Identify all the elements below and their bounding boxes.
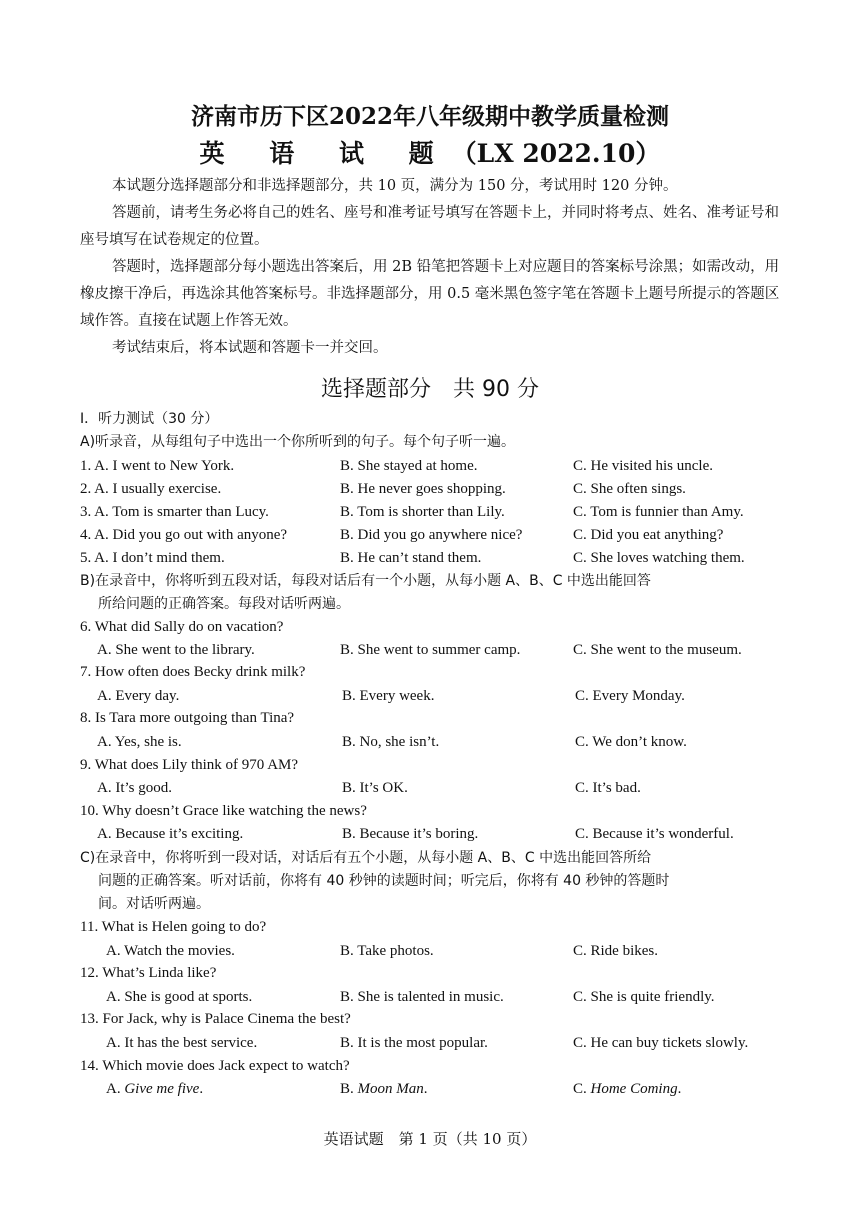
q11-option-b: B. Take photos. xyxy=(340,943,434,959)
q7-option-b: B. Every week. xyxy=(342,688,435,704)
question-11: 11. What is Helen going to do? xyxy=(80,919,267,935)
q14-option-a-period: . xyxy=(199,1081,204,1097)
question-14: 14. Which movie does Jack expect to watch? xyxy=(80,1058,350,1074)
exam-code: （LX 2022.10） xyxy=(451,139,661,168)
q6-option-c: C. She went to the museum. xyxy=(573,642,742,658)
q1-option-c: C. He visited his uncle. xyxy=(573,458,713,474)
q11-option-c: C. Ride bikes. xyxy=(573,943,658,959)
question-2: 2. A. I usually exercise. xyxy=(80,481,222,497)
page-footer: 英语试题 第 1 页（共 10 页） xyxy=(323,1130,537,1148)
q14-option-b-letter: B. xyxy=(340,1081,358,1097)
exam-subtitle xyxy=(0,134,860,170)
question-9: 9. What does Lily think of 970 AM? xyxy=(80,757,299,773)
q4-option-b: B. Did you go anywhere nice? xyxy=(340,527,523,543)
q14-option-a-title: Give me five xyxy=(124,1081,200,1097)
q7-option-a: A. Every day. xyxy=(97,688,180,704)
q14-option-b-title: Moon Man xyxy=(357,1081,424,1097)
part-heading: I．听力测试（30 分） xyxy=(80,411,219,427)
q4-option-c: C. Did you eat anything? xyxy=(573,527,724,543)
q13-option-b: B. It is the most popular. xyxy=(340,1035,488,1051)
q1-option-b: B. She stayed at home. xyxy=(340,458,478,474)
part-c-instructions-cont-1: 问题的正确答案。听对话前，你将有 40 秒钟的读题时间；听完后，你将有 40 秒钟的答题时 xyxy=(98,873,670,889)
part-c-instructions-cont-2: 间。对话听两遍。 xyxy=(98,896,210,912)
question-7: 7. How often does Becky drink milk? xyxy=(80,664,306,680)
part-b-instructions: B)在录音中，你将听到五段对话，每段对话后有一个小题，从每小题 A、B、C 中选出能回答 xyxy=(80,573,651,589)
q14-option-a xyxy=(106,1078,203,1100)
question-3: 3. A. Tom is smarter than Lucy. xyxy=(80,504,269,520)
q14-option-c-letter: C. xyxy=(573,1081,591,1097)
question-6: 6. What did Sally do on vacation? xyxy=(80,619,284,635)
question-1: 1. A. I went to New York. xyxy=(80,458,235,474)
q5-option-c: C. She loves watching them. xyxy=(573,550,745,566)
q13-option-c: C. He can buy tickets slowly. xyxy=(573,1035,749,1051)
q14-option-b-period: . xyxy=(423,1081,428,1097)
q14-option-a-letter: A. xyxy=(106,1081,125,1097)
q10-option-b: B. Because it’s boring. xyxy=(342,826,479,842)
part-a-instructions: A)听录音，从每组句子中选出一个你所听到的句子。每个句子听一遍。 xyxy=(80,434,516,450)
question-5: 5. A. I don’t mind them. xyxy=(80,550,225,566)
question-8: 8. Is Tara more outgoing than Tina? xyxy=(80,710,295,726)
instruction-1: 本试题分选择题部分和非选择题部分，共 10 页，满分为 150 分，考试用时 120 分钟。 xyxy=(112,178,678,194)
q11-option-a: A. Watch the movies. xyxy=(106,943,235,959)
q12-option-c: C. She is quite friendly. xyxy=(573,989,715,1005)
q9-option-c: C. It’s bad. xyxy=(575,780,641,796)
q8-option-b: B. No, she isn’t. xyxy=(342,734,440,750)
part-b-instructions-cont: 所给问题的正确答案。每段对话听两遍。 xyxy=(98,596,350,612)
question-4: 4. A. Did you go out with anyone? xyxy=(80,527,288,543)
part-c-instructions: C)在录音中，你将听到一段对话，对话后有五个小题，从每小题 A、B、C 中选出能回答所给 xyxy=(80,850,652,866)
section-title: 选择题部分 共 90 分 xyxy=(321,377,539,402)
q3-option-c: C. Tom is funnier than Amy. xyxy=(573,504,744,520)
q3-option-b: B. Tom is shorter than Lily. xyxy=(340,504,505,520)
q10-option-c: C. Because it’s wonderful. xyxy=(575,826,734,842)
q9-option-b: B. It’s OK. xyxy=(342,780,408,796)
q12-option-b: B. She is talented in music. xyxy=(340,989,504,1005)
instruction-2: 答题前，请考生务必将自己的姓名、座号和准考证号填写在答题卡上，并同时将考点、姓名、准考证号和座号填写在试卷规定的位置。 xyxy=(80,205,779,248)
q9-option-a: A. It’s good. xyxy=(97,780,172,796)
q2-option-b: B. He never goes shopping. xyxy=(340,481,506,497)
q5-option-b: B. He can’t stand them. xyxy=(340,550,482,566)
q6-option-b: B. She went to summer camp. xyxy=(340,642,521,658)
q7-option-c: C. Every Monday. xyxy=(575,688,685,704)
q12-option-a: A. She is good at sports. xyxy=(106,989,253,1005)
question-13: 13. For Jack, why is Palace Cinema the best? xyxy=(80,1011,351,1027)
question-10: 10. Why doesn’t Grace like watching the news? xyxy=(80,803,367,819)
q2-option-c: C. She often sings. xyxy=(573,481,686,497)
q6-option-a: A. She went to the library. xyxy=(97,642,255,658)
q14-option-c xyxy=(573,1078,681,1100)
question-12: 12. What’s Linda like? xyxy=(80,965,217,981)
subject-name: 英 语 试 题 xyxy=(199,139,452,168)
exam-title: 济南市历下区2022年八年级期中教学质量检测 xyxy=(190,103,669,130)
q14-option-b xyxy=(340,1078,428,1100)
instruction-3: 答题时，选择题部分每小题选出答案后，用 2B 铅笔把答题卡上对应题目的答案标号涂黑；如需改动，用橡皮擦干净后，再选涂其他答案标号。非选择题部分，用 0.5 毫米黑色签字笔在答题卡上题号所提示的答题区域作答。直接在试题上作答无效。 xyxy=(80,259,780,329)
instruction-4: 考试结束后，将本试题和答题卡一并交回。 xyxy=(112,340,388,356)
q8-option-c: C. We don’t know. xyxy=(575,734,687,750)
q10-option-a: A. Because it’s exciting. xyxy=(97,826,244,842)
q14-option-c-period: . xyxy=(677,1081,682,1097)
q13-option-a: A. It has the best service. xyxy=(106,1035,258,1051)
q14-option-c-title: Home Coming xyxy=(590,1081,678,1097)
q8-option-a: A. Yes, she is. xyxy=(97,734,182,750)
